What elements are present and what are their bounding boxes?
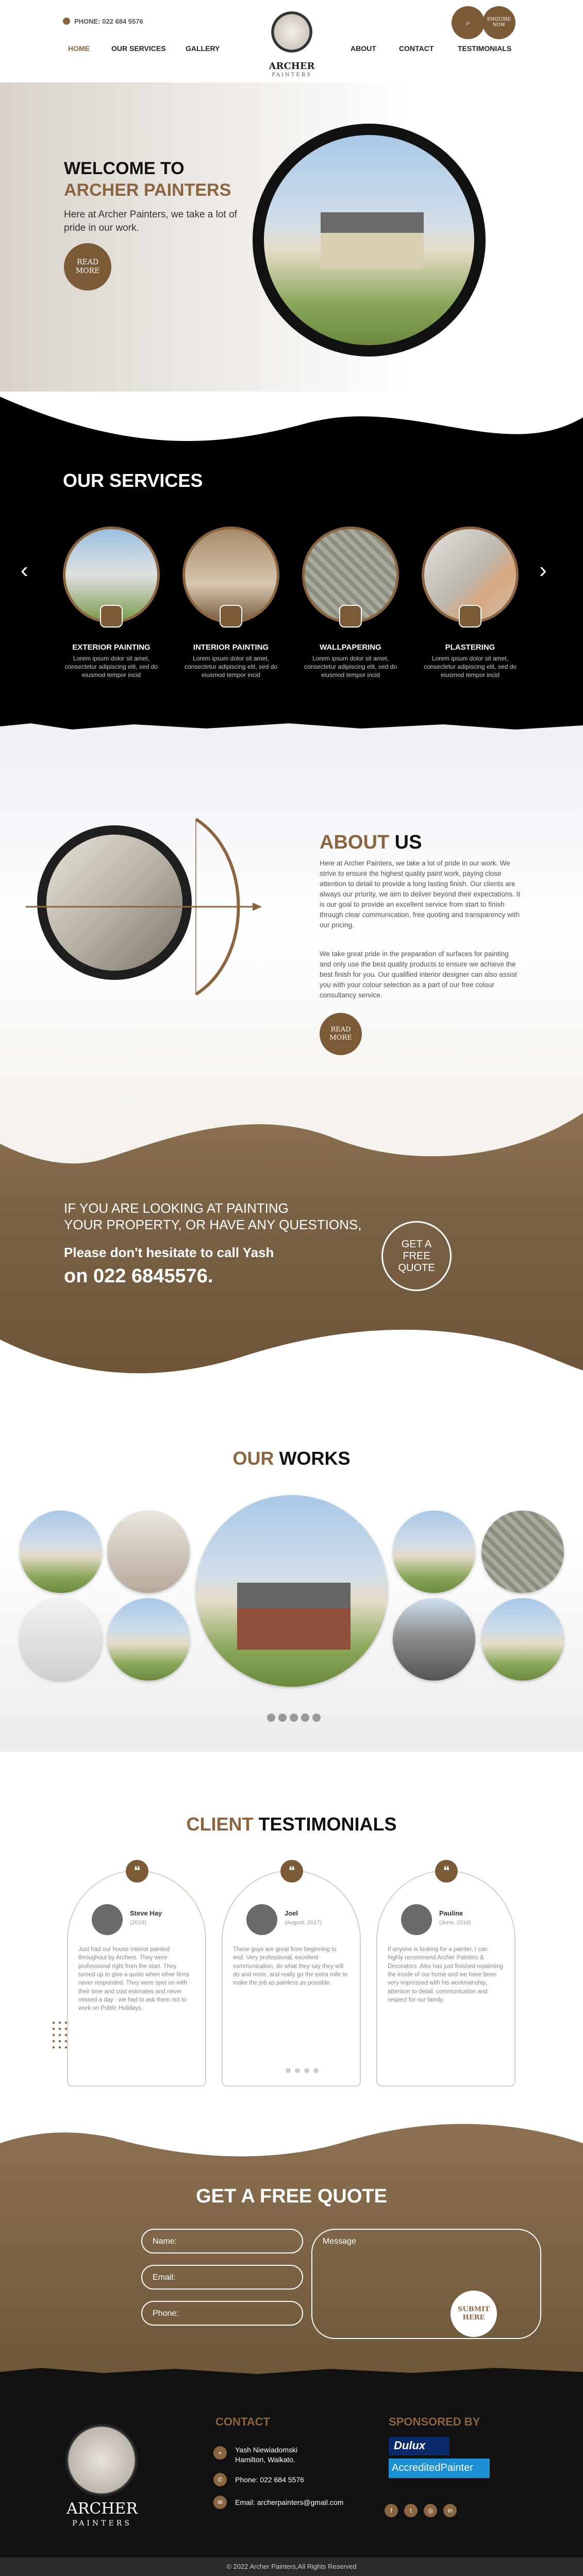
site-header — [0, 0, 583, 82]
services-prev-arrow[interactable]: ‹ — [21, 557, 28, 583]
accredited-painter-logo[interactable]: AccreditedPainter — [389, 2459, 490, 2478]
cta-line-3: Please don't hesitate to call Yash — [64, 1245, 274, 1260]
footer-logo-subtitle: PAINTERS — [72, 2519, 132, 2528]
works-dot-4[interactable] — [301, 1714, 309, 1722]
nav-our-services[interactable]: OUR SERVICES — [111, 44, 166, 53]
testimonial-3-date: (June, 2016) — [439, 1920, 471, 1926]
works-title-a: OUR — [232, 1448, 274, 1469]
dulux-logo[interactable]: Dulux — [389, 2437, 449, 2455]
service-plastering-desc: Lorem ipsum dolor sit amet, consectetur adipiscing elit, sed do eiusmod tempor incid — [423, 655, 517, 679]
facebook-icon[interactable]: f — [385, 2504, 398, 2517]
work-image-8[interactable] — [481, 1598, 564, 1681]
hero-section — [0, 82, 583, 392]
services-title: OUR SERVICES — [63, 470, 203, 491]
hero-read-more-button[interactable]: READ MORE — [64, 243, 111, 291]
logo-title: ARCHER — [269, 61, 315, 72]
search-icon: ⌕ — [465, 18, 471, 28]
testimonials-dot-3[interactable] — [304, 2068, 309, 2073]
nav-home[interactable]: HOME — [68, 44, 90, 53]
testimonial-2-date: (August, 2017) — [285, 1920, 322, 1926]
wallpapering-icon — [339, 605, 362, 628]
cta-section — [0, 1108, 583, 1391]
quote-bottom-brush — [0, 2366, 583, 2380]
service-interior-title[interactable]: INTERIOR PAINTING — [193, 643, 269, 652]
works-dot-1[interactable] — [267, 1714, 275, 1722]
exterior-painting-icon — [100, 605, 123, 628]
footer-address-line-2: Hamilton, Waikato. — [235, 2455, 295, 2464]
work-image-featured[interactable] — [196, 1495, 388, 1687]
work-image-2[interactable] — [107, 1511, 190, 1593]
service-wallpapering-desc: Lorem ipsum dolor sit amet, consectetur adipiscing elit, sed do eiusmod tempor incid — [304, 655, 397, 679]
plastering-icon — [459, 605, 481, 628]
footer-contact-title: CONTACT — [215, 2415, 270, 2428]
avatar — [246, 1904, 277, 1935]
nav-about[interactable]: ABOUT — [351, 44, 376, 53]
footer-copyright: © 2022 Archer Painters,All Rights Reserved — [226, 2563, 357, 2570]
quote-submit-button[interactable]: SUBMIT HERE — [451, 2291, 497, 2337]
archer-logo-icon — [271, 11, 312, 53]
nav-gallery[interactable]: GALLERY — [186, 44, 220, 53]
work-image-5[interactable] — [20, 1598, 102, 1681]
services-section — [0, 392, 583, 747]
about-paragraph-2: We take great pride in the preparation of surfaces for painting and only use the best quality products to ensure we achieve the best finish for you. Our qualified interior designer can also assist you with your colour selection as a part of our free colour consultancy service. — [320, 950, 517, 999]
testimonials-dot-2[interactable] — [295, 2068, 300, 2073]
testimonial-2-text: These guys are great from beginning to end. Very professional, excellent communication, do what they say they will do and more, and really go the extra mile to make the job as painless as possible. — [233, 1946, 347, 1987]
footer-logo-title: ARCHER — [66, 2500, 138, 2518]
quote-title: GET A FREE QUOTE — [196, 2185, 387, 2207]
avatar — [401, 1904, 432, 1935]
logo-subtitle: PAINTERS — [271, 72, 312, 78]
service-wallpapering-title[interactable]: WALLPAPERING — [320, 643, 381, 652]
testimonial-1-date: (2019) — [130, 1920, 146, 1926]
cta-phone[interactable]: on 022 6845576. — [64, 1265, 213, 1287]
cta-line-1: IF YOU ARE LOOKING AT PAINTING — [64, 1200, 289, 1216]
testimonials-title-b: TESTIMONIALS — [258, 1814, 397, 1835]
service-exterior-desc: Lorem ipsum dolor sit amet, consectetur adipiscing elit, sed do eiusmod tempor incid — [64, 655, 158, 679]
works-dot-2[interactable] — [278, 1714, 287, 1722]
about-title-a: ABOUT — [320, 832, 390, 853]
testimonial-2-name: Joel — [285, 1909, 298, 1917]
quote-icon: ❝ — [280, 1860, 303, 1883]
testimonials-title-a: CLIENT — [186, 1814, 254, 1835]
footer-archer-logo-icon — [63, 2421, 140, 2499]
testimonials-section — [0, 1752, 583, 2112]
about-title — [320, 832, 422, 854]
work-image-6[interactable] — [107, 1598, 190, 1681]
location-icon: ⌖ — [213, 2446, 227, 2460]
quote-name-field[interactable]: Name: — [141, 2229, 303, 2253]
works-title-b: WORKS — [279, 1448, 351, 1469]
bow-illustration-icon — [26, 814, 263, 999]
footer-phone[interactable]: Phone: 022 684 5576 — [235, 2476, 304, 2484]
testimonials-dot-4[interactable] — [313, 2068, 319, 2073]
quote-icon: ❝ — [126, 1860, 148, 1883]
cta-quote-button[interactable]: GET A FREE QUOTE — [381, 1221, 452, 1291]
service-exterior-title[interactable]: EXTERIOR PAINTING — [72, 643, 151, 652]
works-dot-5[interactable] — [312, 1714, 321, 1722]
cta-line-2: YOUR PROPERTY, OR HAVE ANY QUESTIONS, — [64, 1217, 362, 1232]
quote-phone-field[interactable]: Phone: — [141, 2301, 303, 2326]
header-phone[interactable]: PHONE: 022 684 5576 — [74, 18, 143, 25]
quote-icon: ❝ — [435, 1860, 458, 1883]
hero-title-line2: ARCHER PAINTERS — [64, 180, 231, 200]
about-title-b: US — [394, 832, 422, 853]
interior-painting-icon — [220, 605, 242, 628]
works-title — [0, 1448, 583, 1469]
testimonials-title — [0, 1814, 583, 1835]
nav-contact[interactable]: CONTACT — [399, 44, 434, 53]
footer-sponsored-title: SPONSORED BY — [389, 2415, 480, 2428]
hero-house-image — [264, 135, 474, 345]
testimonial-3-name: Pauline — [439, 1909, 463, 1917]
quote-email-field[interactable]: Email: — [141, 2265, 303, 2290]
quote-section — [0, 2112, 583, 2380]
testimonial-3-text: If anyone is looking for a painter, I can highly recommend Archer Painters & Decorators. Alex has just finished repainting the inside of our home and we have been very impressed with his workmanship, attention to detail, communication and respect for our family. — [388, 1946, 503, 2003]
testimonial-1-text: Just had our house interior painted throughout by Archers. They were professional right from the start. They turned up to give a quote when other firms never responded. They were spot on with their time and cost estimates and never missed a day - we had to ask them not to work on Public Holidays. — [78, 1946, 190, 2012]
service-plastering-title[interactable]: PLASTERING — [445, 643, 495, 652]
services-top-wave — [0, 392, 583, 459]
enquire-button[interactable]: ENQUIRE NOW — [482, 6, 515, 39]
service-interior-desc: Lorem ipsum dolor sit amet, consectetur adipiscing elit, sed do eiusmod tempor incid — [184, 655, 278, 679]
nav-testimonials[interactable]: TESTIMONIALS — [458, 44, 512, 53]
about-paragraph-1: Here at Archer Painters, we take a lot of pride in our work. We strive to ensure the highest quality paint work, paying close attention to detail to provide a long lasting finish. Our clients are always our priority, we aim to deliver beyond their expectations. It is our goal to provide an excellent service from start to finish through clear communication, free quoting and transparency with our pricing. — [320, 859, 521, 929]
email-icon: ✉ — [213, 2496, 227, 2509]
work-image-3[interactable] — [393, 1511, 475, 1593]
about-section — [0, 747, 583, 1108]
linkedin-icon[interactable]: in — [443, 2504, 457, 2517]
testimonials-dot-1[interactable] — [286, 2068, 291, 2073]
instagram-icon[interactable]: ◎ — [424, 2504, 437, 2517]
footer-address-line-1: Yash Niewiadomski — [235, 2446, 298, 2454]
work-image-1[interactable] — [20, 1511, 102, 1593]
cta-top-wave — [0, 1108, 583, 1175]
footer-email[interactable]: Email: archerpainters@gmail.com — [235, 2498, 344, 2506]
search-button[interactable] — [452, 6, 485, 39]
quote-message-field[interactable]: Message — [311, 2229, 541, 2339]
works-dot-3[interactable] — [290, 1714, 298, 1722]
services-bottom-brush — [0, 721, 583, 747]
works-section — [0, 1391, 583, 1752]
quote-top-wave — [0, 2112, 583, 2169]
phone-icon: ✆ — [213, 2473, 227, 2486]
phone-icon — [63, 18, 70, 25]
hero-text: Here at Archer Painters, we take a lot of pride in our work. — [64, 209, 237, 233]
about-read-more-button[interactable]: READ MORE — [320, 1013, 362, 1055]
cta-bottom-wave — [0, 1324, 583, 1391]
twitter-icon[interactable]: t — [404, 2504, 418, 2517]
site-footer — [0, 2380, 583, 2576]
services-next-arrow[interactable]: › — [539, 557, 547, 583]
work-image-4[interactable] — [481, 1511, 564, 1593]
avatar — [92, 1904, 123, 1935]
hero-title-line1: WELCOME TO — [64, 159, 185, 178]
work-image-7[interactable] — [393, 1598, 475, 1681]
testimonial-1-name: Steve Hay — [130, 1909, 162, 1917]
